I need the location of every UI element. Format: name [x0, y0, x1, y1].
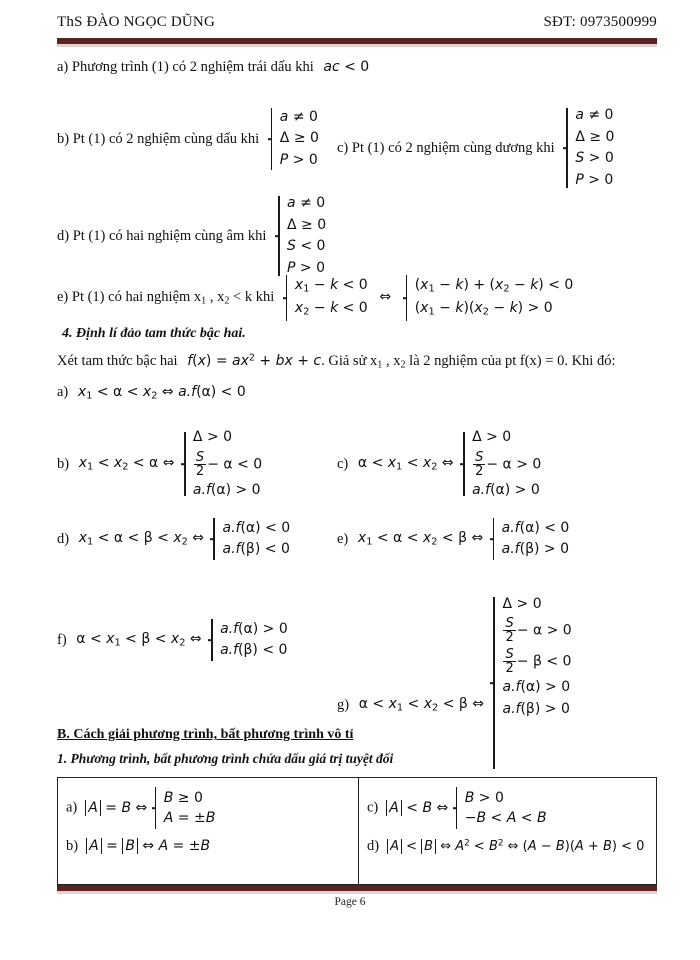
s4-item-b-system: Δ > 0 $\frac{S}{2}$ − α < 0 a.f(α) > 0	[181, 432, 262, 496]
table-column-left	[58, 778, 358, 884]
row-formula: A < B ⇔ $A^2 < B^2$ ⇔ (A − B)(A + B) < 0	[387, 839, 644, 854]
row-system: B > 0 −B < A < B	[453, 787, 547, 829]
s4-item-d	[57, 518, 290, 560]
item-e-label: e) Pt (1) có hai nghiệm $x_1$ , $x_2 < k$ khi	[57, 288, 275, 307]
item-c-line	[337, 108, 614, 188]
row-system: B ≥ 0 A = ±B	[152, 787, 216, 829]
item-d-label: d) Pt (1) có hai nghiệm cùng âm khi	[57, 227, 267, 244]
item-b-system: a ≠ 0 Δ ≥ 0 P > 0	[268, 108, 319, 170]
s4-item-f-tag: f)	[57, 631, 67, 648]
section4-intro: Xét tam thức bậc hai $f(x) = ax^2$ + bx + c. Giả sử $x_1$ , $x_2$ là 2 nghiệm của pt f(x) = 0. Khi đó:	[57, 352, 616, 371]
s4-item-a-tag: a)	[57, 384, 69, 400]
s4-item-d-system: a.f(α) < 0 a.f(β) < 0	[210, 518, 290, 560]
item-a-cond: < 0	[339, 59, 370, 75]
brace-icon	[268, 108, 277, 170]
s4-item-e	[337, 518, 569, 560]
item-d-line	[57, 196, 326, 276]
row-formula: A < B ⇔	[386, 800, 452, 816]
s4-item-c-lhs: $\alpha < x_1 < x_2$ ⇔	[357, 454, 459, 473]
s4-item-d-lhs: $x_1 < \alpha < \beta < x_2$ ⇔	[78, 529, 209, 548]
item-c-label: c) Pt (1) có 2 nghiệm cùng dương khi	[337, 139, 555, 156]
page-footer: Page 6	[334, 896, 366, 908]
table-row	[367, 787, 658, 829]
brace-icon	[563, 108, 572, 188]
item-e-system-left: $x_1 - k < 0$ $x_2 - k < 0$	[283, 275, 368, 321]
item-c-system: a ≠ 0 Δ ≥ 0 S > 0 P > 0	[563, 108, 614, 188]
s4-item-b-lhs: $x_1 < x_2 < \alpha$ ⇔	[78, 454, 179, 473]
header-phone: SĐT: 0973500999	[543, 14, 657, 30]
row-tag: b)	[66, 837, 79, 854]
s4-item-g-tag: g)	[337, 696, 350, 713]
sectionB-sub1: 1. Phương trình, bất phương trình chứa dấu giá trị tuyệt đối	[57, 751, 394, 766]
s4-item-c-system: Δ > 0 $\frac{S}{2}$ − α > 0 a.f(α) > 0	[460, 432, 541, 496]
s4-item-c-tag: c)	[337, 455, 349, 472]
brace-icon	[283, 275, 292, 321]
s4-item-b-tag: b)	[57, 455, 70, 472]
row-formula: A = B ⇔ A = ±B	[86, 838, 210, 854]
s4-item-c	[337, 429, 542, 498]
brace-icon	[403, 275, 412, 321]
s4-item-f	[57, 619, 288, 661]
s4-item-b	[57, 429, 263, 498]
brace-icon	[453, 787, 462, 829]
row-tag: d)	[367, 837, 380, 854]
sectionB-heading: B. Cách giải phương trình, bất phương trình vô tỉ	[57, 727, 354, 742]
s4-item-f-lhs: $\alpha < x_1 < \beta < x_2$ ⇔	[76, 630, 207, 649]
section4-intro-mid: . Giả sử x	[321, 353, 378, 369]
table-row	[66, 837, 358, 855]
footer-rule	[57, 885, 657, 891]
s4-item-d-tag: d)	[57, 530, 70, 547]
s4-item-e-system: a.f(α) < 0 a.f(β) > 0	[490, 518, 570, 560]
page-header	[57, 14, 657, 31]
brace-icon	[208, 619, 217, 661]
item-b-line	[57, 108, 319, 170]
brace-icon	[490, 518, 499, 560]
brace-icon	[152, 787, 161, 829]
brace-icon	[181, 432, 190, 496]
item-d-system: a ≠ 0 Δ ≥ 0 S < 0 P > 0	[275, 196, 326, 276]
absolute-value-table	[57, 777, 657, 885]
section4-heading: 4. Định lí đảo tam thức bậc hai.	[62, 326, 246, 341]
section4-intro-pre: Xét tam thức bậc hai	[57, 353, 178, 369]
item-a-label: a) Phương trình (1) có 2 nghiệm trái dấu khi	[57, 59, 314, 75]
item-b-label: b) Pt (1) có 2 nghiệm cùng dấu khi	[57, 130, 260, 147]
table-column-right	[358, 778, 658, 884]
table-row	[66, 787, 358, 829]
section4-intro-formula: $f(x) = ax^2$ + bx + c	[187, 352, 322, 369]
row-formula: A = B ⇔	[85, 800, 151, 816]
s4-item-e-lhs: $x_1 < \alpha < x_2 < \beta$ ⇔	[357, 529, 488, 548]
item-e-line	[57, 275, 573, 321]
row-tag: a)	[66, 799, 78, 816]
s4-item-g-system: Δ > 0 $\frac{S}{2}$ − α > 0 $\frac{S}{2}$ − β < 0 a.f(α) > 0 a.f(β) > 0	[490, 597, 571, 769]
header-rule	[57, 38, 657, 44]
s4-item-f-system: a.f(α) > 0 a.f(β) < 0	[208, 619, 288, 661]
item-e-iff: ⇔	[379, 289, 392, 306]
brace-icon	[275, 196, 284, 276]
table-row	[367, 837, 658, 855]
s4-item-a-formula: $x_1 < \alpha < x_2$ ⇔ a.f(α) < 0	[77, 384, 246, 402]
item-a-line: a) Phương trình (1) có 2 nghiệm trái dấu khi ac < 0	[57, 59, 370, 75]
item-e-system-right: $(x_1 - k) + (x_2 - k) < 0$ $(x_1 - k)(x_2 - k) > 0$	[403, 275, 574, 321]
row-tag: c)	[367, 799, 379, 816]
brace-icon	[490, 597, 499, 769]
header-author: ThS ĐÀO NGỌC DŨNG	[57, 14, 215, 30]
s4-item-g-lhs: $\alpha < x_1 < x_2 < \beta$ ⇔	[358, 695, 489, 714]
s4-item-a	[57, 383, 246, 403]
s4-item-e-tag: e)	[337, 530, 349, 547]
section4-intro-post: là 2 nghiệm của pt f(x) = 0. Khi đó:	[405, 353, 616, 369]
brace-icon	[460, 432, 469, 496]
brace-icon	[210, 518, 219, 560]
